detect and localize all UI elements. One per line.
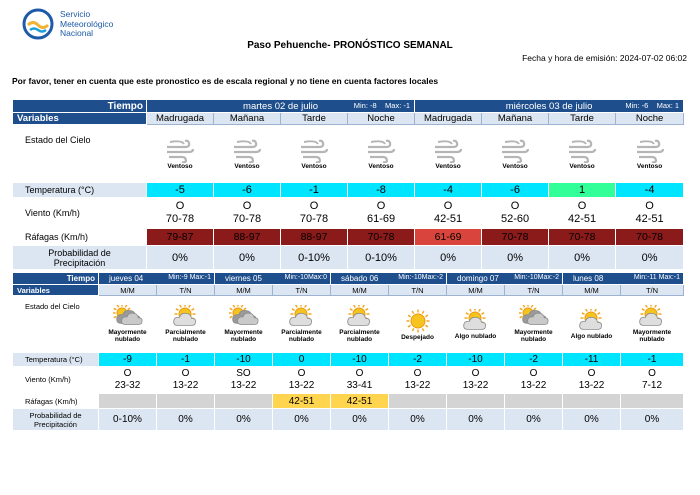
wind-cell	[616, 198, 684, 229]
partly-cloudy-icon	[157, 305, 214, 329]
temp-value: -2	[505, 353, 563, 367]
day-header	[99, 273, 215, 285]
partly-cloudy-icon	[331, 305, 388, 329]
sky-cell	[99, 296, 157, 353]
sky-text: Parcialmente	[339, 329, 380, 336]
sky-cell	[549, 125, 616, 183]
prob-value: 0%	[331, 409, 389, 431]
prob-value: 0-10%	[99, 409, 157, 431]
prob-value: 0%	[389, 409, 447, 431]
prob-value: 0%	[273, 409, 331, 431]
temp-value: 1	[549, 183, 616, 198]
day-name: sábado 06	[341, 274, 379, 283]
sky-text: nublado	[288, 336, 315, 343]
gust-value	[99, 394, 157, 409]
gust-value	[389, 394, 447, 409]
wind-speed: 42-51	[635, 213, 664, 225]
page-title: Paso Pehuenche- PRONÓSTICO SEMANAL	[247, 40, 453, 51]
gust-value	[563, 394, 621, 409]
temp-value: -10	[331, 353, 389, 367]
sky-text: Ventoso	[502, 163, 528, 170]
wind-speed: 70-78	[165, 213, 195, 225]
prob-value: 0%	[505, 409, 563, 431]
sky-text: Algo nublado	[570, 332, 613, 340]
wind-cell	[214, 198, 281, 229]
sky-cell	[415, 125, 482, 183]
wind-direction: O	[510, 200, 520, 212]
day-minmax: Min:-9 Max:-1	[168, 274, 211, 281]
wind-label: Viento (Km/h)	[13, 198, 147, 229]
sky-cell	[331, 296, 389, 353]
gust-value: 79-87	[147, 229, 214, 246]
sky-text: Algo nublado	[454, 332, 497, 340]
period-header: Madrugada	[147, 113, 214, 125]
temp-value: -6	[482, 183, 549, 198]
wind-icon	[214, 137, 280, 163]
sky-cell	[147, 125, 214, 183]
wind-icon	[147, 137, 213, 163]
day-max: Max: -1	[385, 101, 411, 110]
temp-value: -4	[616, 183, 684, 198]
day-name: viernes 05	[225, 274, 262, 283]
day-name: miércoles 03 de julio	[505, 100, 593, 112]
weekly-forecast-table	[12, 272, 684, 431]
day-header	[563, 273, 684, 285]
sky-text: Ventoso	[636, 163, 663, 170]
temp-value: -5	[147, 183, 214, 198]
period-header: Mañana	[214, 113, 281, 125]
wind-cell	[563, 367, 621, 394]
wind-speed: 13-22	[230, 380, 257, 391]
prob-value: 0%	[447, 409, 505, 431]
period-header: Tarde	[281, 113, 348, 125]
day-minmax: Min:-10Max:-2	[514, 274, 560, 281]
temp-value: -1	[621, 353, 684, 367]
wind-speed: 23-32	[114, 380, 141, 391]
prob-value: 0%	[563, 409, 621, 431]
sky-text: nublado	[520, 336, 547, 343]
wind-direction: O	[577, 200, 587, 212]
day-header	[447, 273, 563, 285]
day-minmax: Min:-10Max:-2	[398, 274, 444, 281]
wind-direction: O	[181, 368, 190, 379]
sky-cell	[482, 125, 549, 183]
prob-label	[13, 409, 99, 431]
prob-label-line2: Precipitación	[53, 257, 106, 268]
wind-cell	[348, 198, 415, 229]
temp-value: -10	[215, 353, 273, 367]
short-term-forecast-table	[12, 99, 684, 270]
wind-speed: 33-41	[346, 380, 373, 391]
sky-text: Ventoso	[435, 163, 461, 170]
sky-text: Ventoso	[167, 163, 193, 170]
prob-value: 0%	[616, 246, 684, 270]
wind-icon	[616, 137, 683, 163]
sky-text: Ventoso	[569, 163, 595, 170]
day-minmax: Min:-11 Max:-1	[633, 274, 681, 281]
gust-value: 70-78	[616, 229, 684, 246]
mostly-cloudy-icon	[505, 305, 562, 329]
sky-cell	[214, 125, 281, 183]
prob-value: 0%	[214, 246, 281, 270]
day-minmax	[625, 101, 679, 110]
sky-text: nublado	[114, 336, 141, 343]
org-line-3: Nacional	[60, 28, 94, 38]
sun-icon	[389, 308, 446, 334]
gust-value	[157, 394, 215, 409]
period-header: T/N	[157, 285, 215, 296]
day-header	[331, 273, 447, 285]
wind-direction: O	[648, 368, 656, 379]
gust-value	[447, 394, 505, 409]
tiempo-header: Tiempo	[13, 273, 99, 285]
temp-value: -11	[563, 353, 621, 367]
sky-cell	[215, 296, 273, 353]
prob-value: 0%	[549, 246, 616, 270]
temp-value: -4	[415, 183, 482, 198]
gust-value: 88-97	[281, 229, 348, 246]
period-header: T/N	[389, 285, 447, 296]
wind-direction: O	[242, 200, 252, 212]
wind-direction: O	[529, 368, 538, 379]
gust-value: 70-78	[348, 229, 415, 246]
wind-speed: 7-12	[642, 380, 663, 391]
wind-cell	[215, 367, 273, 394]
period-header: M/M	[331, 285, 389, 296]
variables-header: Variables	[13, 113, 147, 125]
prob-value: 0-10%	[348, 246, 415, 270]
day-min: Min: -6	[625, 101, 649, 110]
wind-direction: SO	[236, 368, 251, 379]
gust-value: 42-51	[331, 394, 389, 409]
period-header: Mañana	[482, 113, 549, 125]
prob-label	[13, 246, 147, 270]
sky-text: nublado	[639, 336, 665, 343]
wind-cell	[389, 367, 447, 394]
sky-cell	[621, 296, 684, 353]
wind-speed: 13-22	[578, 380, 605, 391]
wind-cell	[273, 367, 331, 394]
sky-label: Estado del Cielo	[13, 125, 147, 183]
wind-icon	[415, 137, 481, 163]
wind-icon	[348, 137, 414, 163]
wind-speed: 61-69	[366, 213, 396, 225]
wind-cell	[157, 367, 215, 394]
wind-speed: 70-78	[299, 213, 329, 225]
wind-icon	[549, 137, 615, 163]
day-header	[415, 100, 684, 113]
period-header: M/M	[563, 285, 621, 296]
wind-cell	[99, 367, 157, 394]
wind-direction: O	[376, 200, 386, 212]
gust-value: 88-97	[214, 229, 281, 246]
period-header: T/N	[505, 285, 563, 296]
sky-text: Parcialmente	[165, 329, 206, 336]
wind-cell	[447, 367, 505, 394]
period-header: M/M	[99, 285, 157, 296]
prob-value: 0%	[621, 409, 684, 431]
wind-speed: 42-51	[433, 213, 463, 225]
prob-value: 0%	[215, 409, 273, 431]
gust-value: 70-78	[549, 229, 616, 246]
sky-cell	[273, 296, 331, 353]
prob-value: 0%	[415, 246, 482, 270]
temp-value: -1	[157, 353, 215, 367]
wind-direction: O	[443, 200, 453, 212]
sky-cell	[563, 296, 621, 353]
wind-direction: O	[413, 368, 422, 379]
wind-cell	[549, 198, 616, 229]
wind-direction: O	[355, 368, 364, 379]
sky-text: Mayormente	[108, 329, 147, 336]
temp-value: 0	[273, 353, 331, 367]
temp-value: -8	[348, 183, 415, 198]
wind-speed: 13-22	[404, 380, 431, 391]
wind-cell	[147, 198, 214, 229]
sky-text: nublado	[230, 336, 257, 343]
sky-text: Despejado	[401, 333, 434, 341]
temp-value: -10	[447, 353, 505, 367]
period-header: M/M	[215, 285, 273, 296]
sky-text: Mayormente	[224, 329, 263, 336]
gust-label: Ráfagas (Km/h)	[13, 394, 99, 409]
sky-cell	[281, 125, 348, 183]
org-line-2: Meteorológico	[60, 18, 114, 29]
prob-value: 0-10%	[281, 246, 348, 270]
wind-cell	[281, 198, 348, 229]
prob-value: 0%	[157, 409, 215, 431]
sky-text: Ventoso	[368, 163, 394, 170]
day-max: Max: 1	[656, 101, 680, 110]
wind-cell	[331, 367, 389, 394]
temp-label: Temperatura (°C)	[13, 183, 147, 198]
sky-cell	[447, 296, 505, 353]
day-minmax: Min:-10Max:0	[284, 274, 328, 281]
period-header: M/M	[447, 285, 505, 296]
period-header: Madrugada	[415, 113, 482, 125]
temp-value: -9	[99, 353, 157, 367]
wind-direction: O	[175, 200, 185, 212]
period-header: T/N	[273, 285, 331, 296]
sky-text: Ventoso	[301, 163, 327, 170]
gust-label: Ráfagas (Km/h)	[13, 229, 147, 246]
wind-speed: 13-22	[520, 380, 547, 391]
wind-speed: 13-22	[288, 380, 315, 391]
gust-value	[621, 394, 684, 409]
period-header: Noche	[348, 113, 415, 125]
gust-value	[505, 394, 563, 409]
sky-text: Mayormente	[632, 329, 672, 336]
wind-speed: 42-51	[567, 213, 597, 225]
sky-text: nublado	[172, 336, 199, 343]
org-line-1: Servicio	[60, 9, 91, 19]
wind-direction: O	[297, 368, 306, 379]
sky-cell	[157, 296, 215, 353]
temp-value: -1	[281, 183, 348, 198]
day-name: lunes 08	[573, 274, 604, 283]
day-header	[215, 273, 331, 285]
wind-direction: O	[587, 368, 596, 379]
wind-icon	[482, 137, 548, 163]
wind-icon	[281, 137, 347, 163]
tiempo-header: Tiempo	[13, 100, 147, 113]
day-name: domingo 07	[457, 274, 499, 283]
wind-cell	[621, 367, 684, 394]
prob-label-line1: Probabilidad de	[29, 410, 82, 420]
day-header	[147, 100, 415, 113]
sky-label: Estado del Cielo	[13, 296, 99, 353]
gust-value	[215, 394, 273, 409]
wind-speed: 70-78	[232, 213, 262, 225]
partly-cloudy-icon	[621, 305, 683, 329]
period-header: Noche	[616, 113, 684, 125]
temp-value: -2	[389, 353, 447, 367]
wind-cell	[482, 198, 549, 229]
period-header: Tarde	[549, 113, 616, 125]
prob-label-line2: Precipitación	[34, 419, 77, 429]
sky-cell	[505, 296, 563, 353]
org-name	[60, 10, 113, 39]
wind-cell	[505, 367, 563, 394]
wind-speed: 52-60	[500, 213, 530, 225]
temp-value: -6	[214, 183, 281, 198]
sky-text: Parcialmente	[281, 329, 322, 336]
smn-logo-icon	[22, 8, 56, 40]
prob-value: 0%	[147, 246, 214, 270]
prob-value: 0%	[482, 246, 549, 270]
prob-label-line1: Probabilidad de	[48, 247, 111, 258]
partly-cloudy-icon	[563, 309, 620, 333]
sky-cell	[348, 125, 415, 183]
wind-speed: 13-22	[172, 380, 199, 391]
sky-cell	[389, 296, 447, 353]
variables-header: Variables	[13, 285, 99, 296]
day-name: martes 02 de julio	[243, 100, 319, 112]
sky-text: nublado	[346, 336, 373, 343]
gust-value: 61-69	[415, 229, 482, 246]
sky-text: Ventoso	[234, 163, 260, 170]
wind-speed: 13-22	[462, 380, 489, 391]
wind-cell	[415, 198, 482, 229]
day-min: Min: -8	[353, 101, 377, 110]
sky-text: Mayormente	[514, 329, 553, 336]
period-header: T/N	[621, 285, 684, 296]
wind-direction: O	[309, 200, 319, 212]
mostly-cloudy-icon	[215, 305, 272, 329]
wind-direction: O	[123, 368, 132, 379]
gust-value: 42-51	[273, 394, 331, 409]
wind-direction: O	[471, 368, 480, 379]
wind-label: Viento (Km/h)	[13, 367, 99, 394]
gust-value: 70-78	[482, 229, 549, 246]
partly-cloudy-icon	[273, 305, 330, 329]
emission-datetime: Fecha y hora de emisión: 2024-07-02 06:02	[522, 53, 687, 63]
sky-cell	[616, 125, 684, 183]
day-minmax	[354, 101, 410, 110]
temp-label: Temperatura (°C)	[13, 353, 99, 367]
wind-direction: O	[645, 200, 654, 212]
disclaimer-note: Por favor, tener en cuenta que este pronostico es de escala regional y no tiene en cuenta factores locales	[12, 76, 439, 86]
day-name: jueves 04	[109, 274, 144, 283]
mostly-cloudy-icon	[99, 305, 156, 329]
partly-cloudy-icon	[447, 309, 504, 333]
